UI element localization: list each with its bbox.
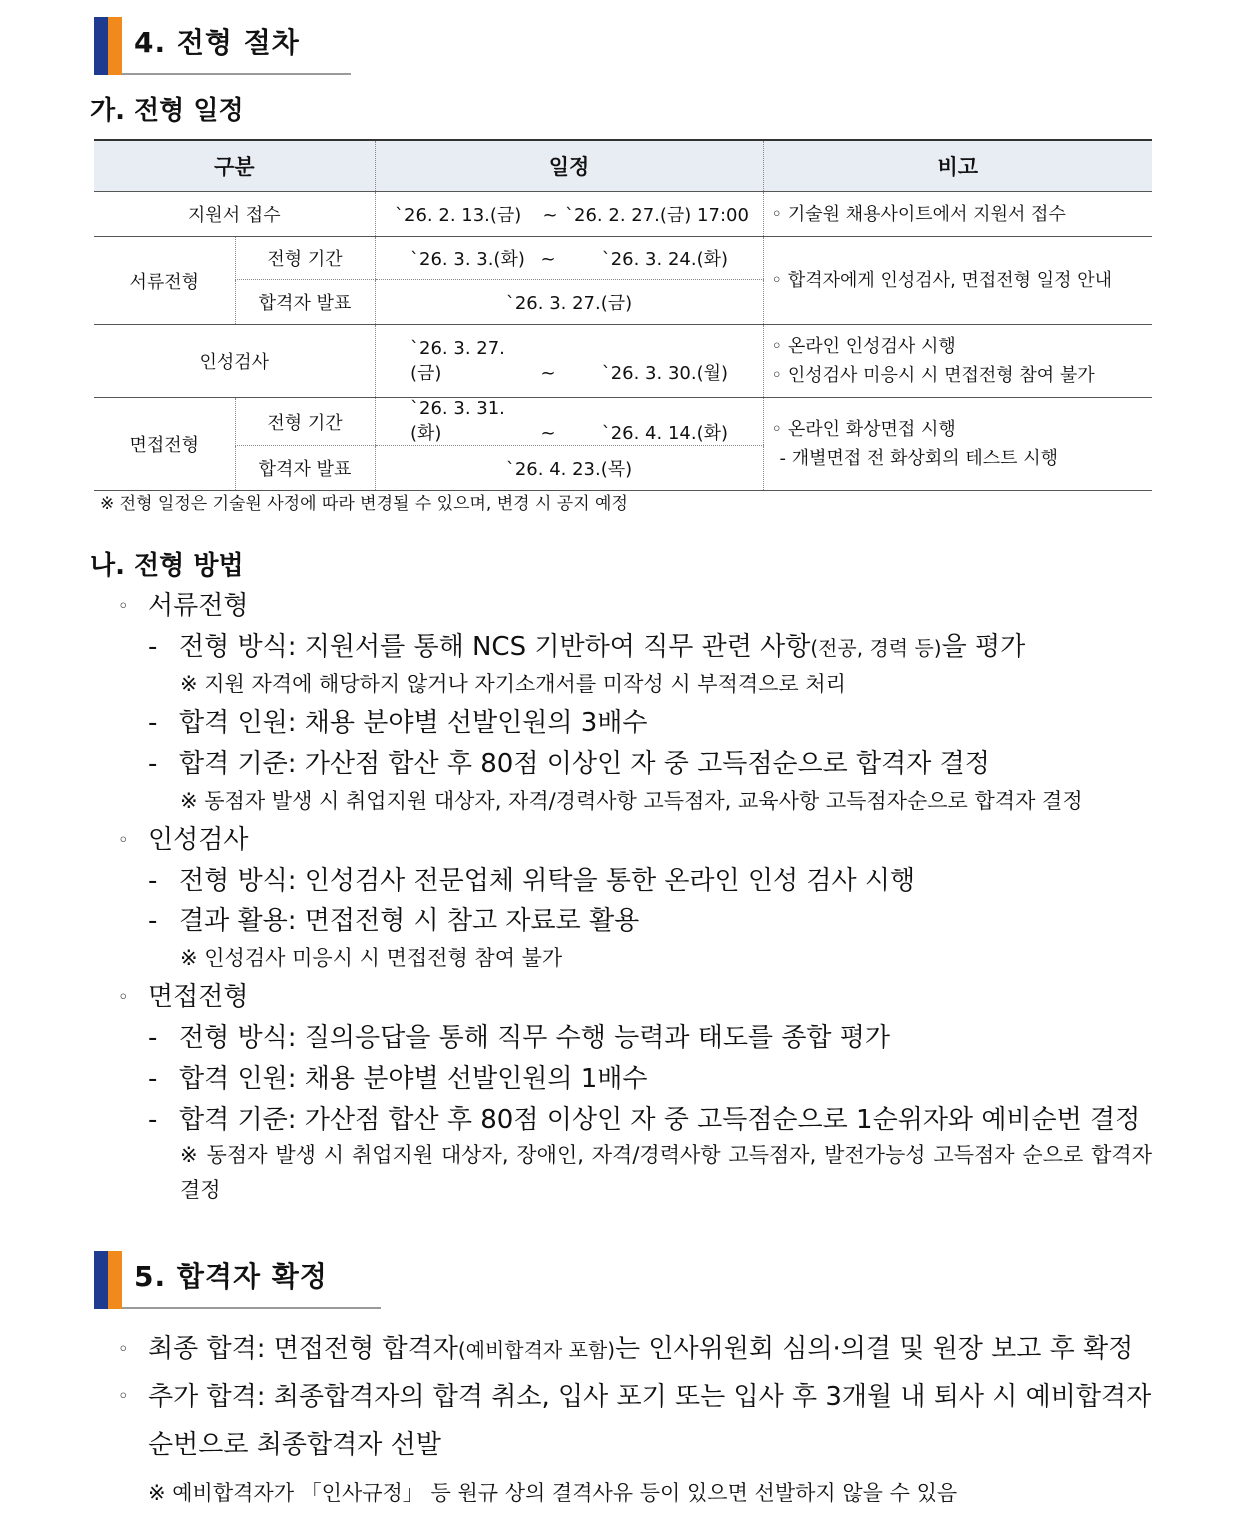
bullet-dash: - bbox=[148, 1105, 158, 1135]
bullet-dash: - bbox=[148, 906, 158, 936]
bullet-circle: ◦ bbox=[118, 987, 129, 1008]
additional-pass-item bbox=[118, 1373, 1152, 1469]
method-personality-title: 인성검사 bbox=[148, 825, 249, 855]
date-start: `26. 3. 3.(화) bbox=[410, 249, 525, 270]
section-5-title: 5. 합격자 확정 bbox=[134, 1260, 328, 1293]
item-text: 전형 방식: 질의응답을 통해 직무 수행 능력과 태도를 종합 평가 bbox=[179, 1023, 891, 1053]
header-accent-orange bbox=[108, 1251, 122, 1309]
method-interview-item-2 bbox=[148, 1058, 647, 1095]
header-accent-blue bbox=[94, 17, 108, 75]
item-text: 합격 인원: 채용 분야별 선발인원의 3배수 bbox=[179, 708, 648, 738]
method-doc-note-1: ※ 지원 자격에 해당하지 않거나 자기소개서를 미작성 시 부적격으로 처리 bbox=[180, 672, 846, 696]
item-text: 추가 합격: 최종합격자의 합격 취소, 입사 포기 또는 입사 후 3개월 내 퇴사 시 예비합격자 순번으로 최종합격자 선발 bbox=[148, 1382, 1152, 1460]
date-end: `26. 3. 24.(화) bbox=[601, 249, 729, 270]
section-4-title: 4. 전형 절차 bbox=[134, 26, 300, 59]
item-text-small: (예비합격자 포함) bbox=[457, 1338, 616, 1362]
row-interview-sub2-date: `26. 4. 23.(목) bbox=[375, 446, 763, 491]
bullet-dash: - bbox=[148, 632, 158, 662]
section-5-header bbox=[94, 1251, 381, 1309]
note-line: ◦ 인성검사 미응시 시 면접전형 참여 불가 bbox=[771, 365, 1095, 386]
date-tilde: ~ bbox=[540, 249, 556, 270]
item-text: 합격 기준: 가산점 합산 후 80점 이상인 자 중 고득점순으로 합격자 결정 bbox=[179, 749, 990, 779]
date-tilde: ~ bbox=[540, 362, 556, 384]
method-doc-heading bbox=[118, 585, 248, 622]
bullet-circle: ◦ bbox=[118, 830, 129, 851]
bullet-dash: - bbox=[148, 866, 158, 896]
method-personality-note-2: ※ 인성검사 미응시 시 면접전형 참여 불가 bbox=[180, 946, 563, 970]
row-doc-sub2-date: `26. 3. 27.(금) bbox=[375, 280, 763, 325]
date-end: `26. 4. 14.(화) bbox=[601, 423, 729, 444]
schedule-table bbox=[94, 139, 1152, 491]
method-interview-item-1 bbox=[148, 1017, 890, 1054]
method-doc-item-2 bbox=[148, 702, 647, 739]
item-text-small: (전공, 경력 등) bbox=[810, 636, 942, 660]
bullet-dash: - bbox=[148, 1023, 158, 1053]
header-underline bbox=[122, 1307, 381, 1309]
row-personality-note bbox=[763, 325, 1152, 398]
method-interview-heading bbox=[118, 976, 248, 1013]
row-apply-note: ◦ 기술원 채용사이트에서 지원서 접수 bbox=[763, 192, 1152, 237]
item-text: 최종 합격: 면접전형 합격자 bbox=[148, 1334, 458, 1364]
row-apply-date bbox=[375, 192, 763, 237]
method-interview-title: 면접전형 bbox=[148, 982, 249, 1012]
table-row bbox=[94, 325, 1152, 398]
row-doc-note: ◦ 합격자에게 인성검사, 면접전형 일정 안내 bbox=[763, 237, 1152, 325]
row-doc-sub1-date bbox=[375, 237, 763, 280]
row-interview-label: 면접전형 bbox=[94, 398, 235, 491]
item-text-tail: 는 인사위원회 심의·의결 및 원장 보고 후 확정 bbox=[615, 1334, 1134, 1364]
date-start: `26. 3. 31.(화) bbox=[410, 398, 505, 444]
note-line: ◦ 온라인 화상면접 시행 bbox=[771, 419, 956, 440]
method-doc-title: 서류전형 bbox=[148, 591, 249, 621]
bullet-dash: - bbox=[148, 749, 158, 779]
date-tilde: ~ bbox=[542, 205, 558, 226]
row-personality-label: 인성검사 bbox=[94, 325, 375, 398]
row-interview-sub2: 합격자 발표 bbox=[235, 446, 375, 491]
date-end: `26. 2. 27.(금) 17:00 bbox=[565, 205, 749, 226]
method-interview-item-3 bbox=[148, 1099, 1140, 1136]
bullet-dash: - bbox=[148, 1064, 158, 1094]
method-doc-item-3 bbox=[148, 743, 990, 780]
header-underline bbox=[122, 73, 351, 75]
method-personality-item-1 bbox=[148, 860, 915, 897]
method-doc-note-3: ※ 동점자 발생 시 취업지원 대상자, 자격/경력사항 고득점자, 교육사항 고득점자순으로 합격자 결정 bbox=[180, 789, 1083, 813]
row-interview-sub1-date bbox=[375, 398, 763, 446]
row-personality-date bbox=[375, 325, 763, 398]
item-text: 결과 활용: 면접전형 시 참고 자료로 활용 bbox=[179, 906, 640, 936]
bullet-circle: ◦ bbox=[118, 596, 129, 617]
header-accent-orange bbox=[108, 17, 122, 75]
row-interview-sub1: 전형 기간 bbox=[235, 398, 375, 446]
method-personality-item-2 bbox=[148, 900, 639, 937]
method-interview-note-3: ※ 동점자 발생 시 취업지원 대상자, 장애인, 자격/경력사항 고득점자, 발전가능성 고득점자 순으로 합격자 결정 bbox=[180, 1143, 1152, 1202]
schedule-footnote: ※ 전형 일정은 기술원 사정에 따라 변경될 수 있으며, 변경 시 공지 예정 bbox=[100, 494, 628, 514]
date-start: `26. 2. 13.(금) bbox=[395, 205, 522, 226]
header-category: 구분 bbox=[94, 140, 375, 192]
date-end: `26. 3. 30.(월) bbox=[601, 362, 729, 384]
item-text-tail: 을 평가 bbox=[941, 632, 1026, 662]
note-line: ◦ 온라인 인성검사 시행 bbox=[771, 336, 956, 357]
row-interview-note bbox=[763, 398, 1152, 491]
bullet-circle: ◦ bbox=[118, 1338, 129, 1360]
item-text: 합격 인원: 채용 분야별 선발인원의 1배수 bbox=[179, 1064, 648, 1094]
item-text: 전형 방식: 지원서를 통해 NCS 기반하여 직무 관련 사항 bbox=[179, 632, 811, 662]
item-text: 합격 기준: 가산점 합산 후 80점 이상인 자 중 고득점순으로 1순위자와 예비순번 결정 bbox=[179, 1105, 1141, 1135]
date-start: `26. 3. 27.(금) bbox=[410, 337, 505, 384]
table-row bbox=[94, 398, 1152, 446]
date-tilde: ~ bbox=[540, 423, 556, 444]
bullet-dash: - bbox=[148, 708, 158, 738]
subsection-schedule-title: 가. 전형 일정 bbox=[90, 96, 244, 126]
row-doc-label: 서류전형 bbox=[94, 237, 235, 325]
subsection-method-title: 나. 전형 방법 bbox=[90, 551, 244, 581]
item-text: 전형 방식: 인성검사 전문업체 위탁을 통한 온라인 인성 검사 시행 bbox=[179, 866, 916, 896]
table-row bbox=[94, 237, 1152, 280]
method-personality-heading bbox=[118, 819, 248, 856]
bullet-circle: ◦ bbox=[118, 1386, 129, 1407]
row-apply-label: 지원서 접수 bbox=[94, 192, 375, 237]
additional-pass-note: ※ 예비합격자가 「인사규정」 등 원규 상의 결격사유 등이 있으면 선발하지 않을 수 있음 bbox=[148, 1481, 958, 1505]
row-doc-sub2: 합격자 발표 bbox=[235, 280, 375, 325]
table-row bbox=[94, 192, 1152, 237]
method-doc-item-1 bbox=[148, 626, 1025, 663]
note-line: - 개별면접 전 화상회의 테스트 시행 bbox=[779, 448, 1059, 469]
header-remarks: 비고 bbox=[763, 140, 1152, 192]
row-doc-sub1: 전형 기간 bbox=[235, 237, 375, 280]
header-accent-blue bbox=[94, 1251, 108, 1309]
final-pass-item bbox=[118, 1325, 1152, 1374]
header-schedule: 일정 bbox=[375, 140, 763, 192]
section-4-header bbox=[94, 17, 351, 75]
